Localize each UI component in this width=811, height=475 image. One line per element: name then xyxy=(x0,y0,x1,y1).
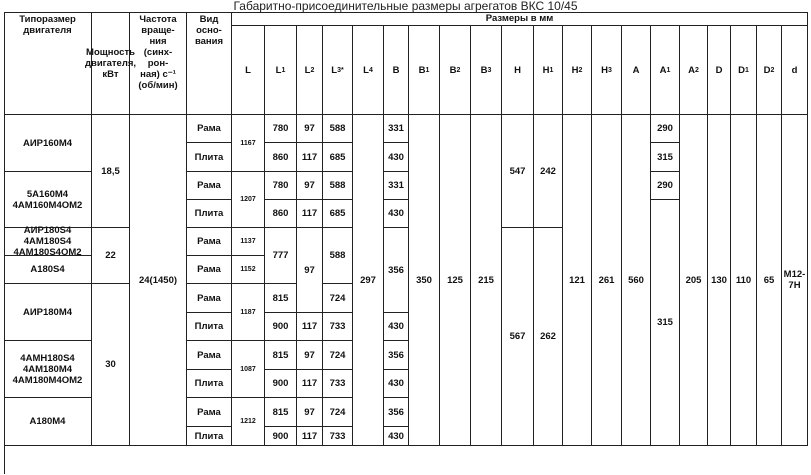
B-cell-merged: 356 xyxy=(384,228,409,313)
col-header-12: H 3 xyxy=(592,26,622,115)
motor-type-2: 5А160М4 4АМ160М4ОМ2 xyxy=(4,172,92,228)
thread-cell xyxy=(782,115,808,446)
base-type-cell: Плита xyxy=(187,427,232,446)
L1-cell: 860 xyxy=(265,200,297,228)
L1-cell: 900 xyxy=(265,313,297,341)
col-header-14: A 1 xyxy=(651,26,680,115)
A1-cell: 290 xyxy=(651,172,680,200)
B-cell: 331 xyxy=(384,115,409,143)
power-cell-1: 18,5 xyxy=(92,115,130,228)
L-cell-3: 1137 xyxy=(232,228,265,256)
header-base: Вид осно- вания xyxy=(187,12,232,115)
col-header-16: D xyxy=(708,26,731,115)
B-cell: 356 xyxy=(384,341,409,370)
header-frequency: Частота враще- ния (синх- рон- ная) с⁻¹ (об/мин) xyxy=(130,12,187,115)
A1-cell: 315 xyxy=(651,143,680,172)
L2-cell: 117 xyxy=(297,313,323,341)
L1-cell: 860 xyxy=(265,143,297,172)
L1-cell: 815 xyxy=(265,398,297,427)
L1-cell: 900 xyxy=(265,370,297,398)
header-type: Типоразмер двигателя xyxy=(4,12,92,115)
L1-cell: 815 xyxy=(265,341,297,370)
A1-cell-merged: 315 xyxy=(651,200,680,446)
L3-cell-merged: 588 xyxy=(323,228,353,284)
A2-cell: 205 xyxy=(680,115,708,446)
B-cell: 331 xyxy=(384,172,409,200)
power-cell-2: 22 xyxy=(92,228,130,284)
L1-cell: 780 xyxy=(265,172,297,200)
L1-cell: 815 xyxy=(265,284,297,313)
base-type-cell: Рама xyxy=(187,256,232,284)
frequency-cell: 24(1450) xyxy=(130,115,187,446)
L2-cell: 117 xyxy=(297,427,323,446)
L1-cell-merged: 777 xyxy=(265,228,297,284)
L1-cell: 780 xyxy=(265,115,297,143)
L2-cell: 97 xyxy=(297,398,323,427)
B-cell: 430 xyxy=(384,143,409,172)
L3-cell: 724 xyxy=(323,284,353,313)
col-header-9: H xyxy=(502,26,534,115)
motor-type-1: АИР160М4 xyxy=(4,115,92,172)
L2-cell: 97 xyxy=(297,341,323,370)
L3-cell: 724 xyxy=(323,398,353,427)
col-header-2: L 2 xyxy=(297,26,323,115)
col-header-3: L 3 * xyxy=(323,26,353,115)
header-dimensions: Размеры в мм xyxy=(232,12,808,26)
col-header-15: A 2 xyxy=(680,26,708,115)
B2-cell: 125 xyxy=(440,115,471,446)
motor-type-5: АИР180М4 xyxy=(4,284,92,341)
motor-type-4: А180S4 xyxy=(4,256,92,284)
power-cell-3: 30 xyxy=(92,284,130,446)
L2-cell: 97 xyxy=(297,172,323,200)
D1-cell: 110 xyxy=(731,115,757,446)
B1-cell: 350 xyxy=(409,115,440,446)
header-power-text: Мощность двигателя, кВт xyxy=(84,46,137,80)
H2-cell: 121 xyxy=(563,115,592,446)
L2-cell: 117 xyxy=(297,143,323,172)
col-header-19: d xyxy=(782,26,808,115)
D-cell-text: 130 xyxy=(711,274,727,286)
L3-cell: 685 xyxy=(323,143,353,172)
L3-cell: 733 xyxy=(323,313,353,341)
col-header-11: H 2 xyxy=(563,26,592,115)
L-cell-1: 1167 xyxy=(232,115,265,172)
H-cell-1: 547 xyxy=(502,115,534,228)
thread-cell-text: М12-7Н xyxy=(783,269,806,291)
L-cell-4: 1152 xyxy=(232,256,265,284)
col-header-7: B 2 xyxy=(440,26,471,115)
B-cell: 430 xyxy=(384,313,409,341)
L3-cell: 733 xyxy=(323,427,353,446)
col-header-13: A xyxy=(622,26,651,115)
L2-cell-merged: 97 xyxy=(297,228,323,313)
base-type-cell: Рама xyxy=(187,398,232,427)
B-cell: 430 xyxy=(384,200,409,228)
base-type-cell: Рама xyxy=(187,115,232,143)
H3-cell: 261 xyxy=(592,115,622,446)
base-type-cell: Плита xyxy=(187,313,232,341)
B-cell: 430 xyxy=(384,370,409,398)
table-title: Габаритно-присоединительные размеры агрегатов ВКС 10/45 xyxy=(233,0,578,13)
D-cell xyxy=(708,115,731,446)
L3-cell: 588 xyxy=(323,172,353,200)
col-header-6: B 1 xyxy=(409,26,440,115)
B-cell: 430 xyxy=(384,427,409,446)
L2-cell: 117 xyxy=(297,200,323,228)
H1-cell-1: 242 xyxy=(534,115,563,228)
col-header-8: B 3 xyxy=(471,26,502,115)
H1-cell-2: 262 xyxy=(534,228,563,446)
L-cell-6: 1087 xyxy=(232,341,265,398)
L3-cell: 724 xyxy=(323,341,353,370)
L3-cell: 588 xyxy=(323,115,353,143)
B-cell: 356 xyxy=(384,398,409,427)
D2-cell: 65 xyxy=(757,115,782,446)
L2-cell: 97 xyxy=(297,115,323,143)
base-type-cell: Рама xyxy=(187,228,232,256)
L-cell-7: 1212 xyxy=(232,398,265,446)
col-header-1: L 1 xyxy=(265,26,297,115)
col-header-4: L 4 xyxy=(353,26,384,115)
base-type-cell: Плита xyxy=(187,143,232,172)
base-type-cell: Рама xyxy=(187,341,232,370)
col-header-17: D 1 xyxy=(731,26,757,115)
H-cell-2: 567 xyxy=(502,228,534,446)
base-type-cell: Плита xyxy=(187,200,232,228)
L2-cell: 117 xyxy=(297,370,323,398)
A-cell: 560 xyxy=(622,115,651,446)
base-type-cell: Плита xyxy=(187,370,232,398)
B3-cell: 215 xyxy=(471,115,502,446)
A1-cell: 290 xyxy=(651,115,680,143)
motor-type-7: А180М4 xyxy=(4,398,92,446)
header-power xyxy=(84,12,137,115)
col-header-5: B xyxy=(384,26,409,115)
L3-cell: 685 xyxy=(323,200,353,228)
L1-cell: 900 xyxy=(265,427,297,446)
base-type-cell: Рама xyxy=(187,172,232,200)
L-cell-2: 1207 xyxy=(232,172,265,228)
col-header-18: D 2 xyxy=(757,26,782,115)
base-type-cell: Рама xyxy=(187,284,232,313)
motor-type-6: 4АМН180S4 4АМ180М4 4АМ180М4ОМ2 xyxy=(4,341,92,398)
L4-cell: 297 xyxy=(353,115,384,446)
col-header-10: H 1 xyxy=(534,26,563,115)
col-header-0: L xyxy=(232,26,265,115)
L-cell-5: 1187 xyxy=(232,284,265,341)
L3-cell: 733 xyxy=(323,370,353,398)
motor-type-3: АИР180S4 4АМ180S4 4АМ180S4ОМ2 xyxy=(4,228,92,256)
